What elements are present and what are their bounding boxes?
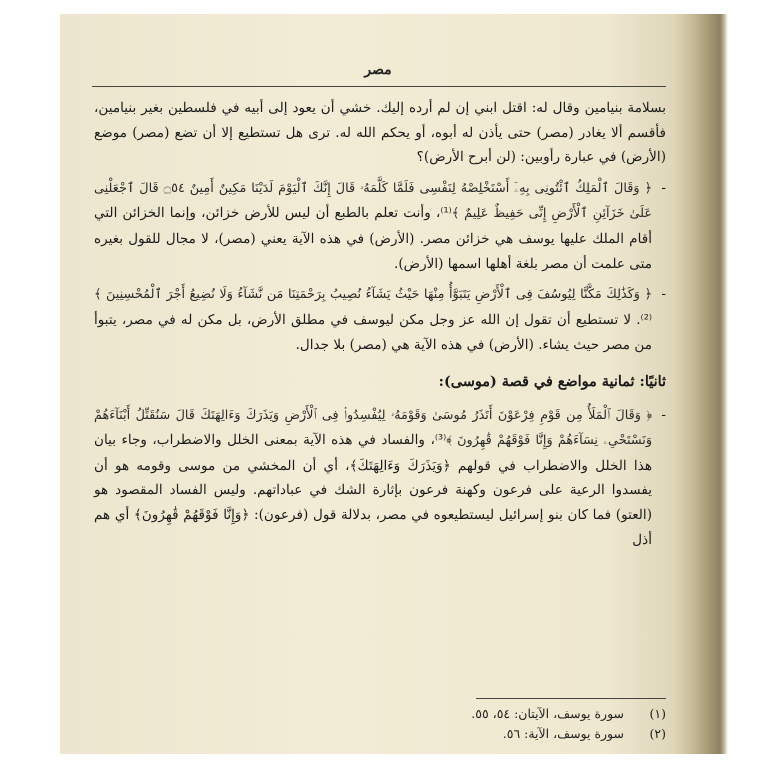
list-dash: - bbox=[661, 179, 666, 196]
gutter-shadow bbox=[720, 14, 728, 754]
book-gutter bbox=[672, 14, 720, 754]
footnote-number: (٢) bbox=[649, 726, 666, 741]
entry-commentary: . لا تستطيع أن تقول إن الله عز وجل مكن ليوسف في مطلق الأرض، بل مكن له في مصر، يتبوأ من مصر حيث يشاء. (الأرض) في هذه الآية هي (مصر) بلا جدال. bbox=[94, 311, 652, 354]
quran-verse: ﴿ وَكَذَٰلِكَ مَكَّنَّا لِيُوسُفَ فِى ٱلْأَرْضِ يَتَبَوَّأُ مِنْهَا حَيْثُ يَشَآءُ نُصِيبُ بِرَحْمَتِنَا مَن نَّشَآءُ وَلَا نُضِيعُ أَجْرَ ٱلْمُحْسِنِينَ ﴾⁽²⁾ bbox=[94, 287, 652, 328]
quran-verse: ﴿ وَقَالَ ٱلْمَلَأُ مِن قَوْمِ فِرْعَوْنَ أَتَذَرُ مُوسَىٰ وَقَوْمَهُۥ لِيُفْسِدُوا۟ فِى ٱلْأَرْضِ وَيَذَرَكَ وَءَالِهَتَكَ قَالَ سَنُقَتِّلُ أَبْنَآءَهُمْ وَنَسْتَحْىِۦ نِسَآءَهُمْ وَإِنَّا فَوْقَهُمْ قَٰهِرُونَ ﴾⁽³⁾ bbox=[94, 407, 652, 449]
quran-entry bbox=[94, 176, 666, 276]
footnote-text: سورة يوسف، الآيتان: ٥٤، ٥٥. bbox=[471, 706, 624, 721]
quran-entry bbox=[94, 282, 666, 358]
list-dash: - bbox=[661, 406, 666, 423]
footnote-number: (١) bbox=[649, 706, 666, 721]
page-body bbox=[94, 96, 666, 558]
entry-commentary: ، وأنت تعلم بالطبع أن ليس للأرض خزائن، وإنما الخزائن التي أقام الملك عليها يوسف هي خزائن مصر. (الأرض) في هذه الآية يعني (مصر)، لا مجال للقول بغيره متى علمت أن مصر بلغة أهلها اسمها (الأرض). bbox=[94, 205, 652, 272]
quran-entry bbox=[94, 403, 666, 553]
paragraph: بسلامة بنيامين وقال له: اقتل ابني إن لم أرده إليك. خشي أن يعود إلى أبيه في فلسطين بغير بنيامين، فأقسم ألا يغادر (مصر) حتى يأذن له أبوه، أو يحكم الله له. ترى هل تستطيع إلا أن تضع (مصر) موضع (الأرض) في عبارة رأوبين: (لن أبرح الأرض)؟ bbox=[94, 100, 666, 166]
section-heading: ثانيًا: ثمانية مواضع في قصة (موسى): bbox=[438, 372, 666, 390]
footnote bbox=[94, 724, 666, 744]
footnote bbox=[94, 704, 666, 724]
running-head: مصر bbox=[364, 62, 392, 78]
footnote-text: سورة يوسف، الآية: ٥٦. bbox=[502, 726, 624, 741]
footnote-separator bbox=[476, 698, 666, 699]
entry-commentary: ، والفساد في هذه الآية بمعنى الخلل والاضطراب، وجاء بيان هذا الخلل والاضطراب في قولهم ﴿وَيَذَرَكَ وَءَالِهَتَكَ﴾، أي أن المخشي من موسى وقومه هو أن يفسدوا الرعية على فرعون وكهنة فرعون بإثارة الشك في عباداتهم. وليس الفساد المقصود هو (العتو) فما كان بنو إسرائيل ليستطيعوه في مصر، بدلالة قول (فرعون): ﴿وَإِنَّا فَوْقَهُمْ قَٰهِرُونَ﴾ أي هم أذل bbox=[94, 432, 652, 548]
list-dash: - bbox=[661, 286, 666, 303]
header-rule bbox=[92, 86, 666, 87]
quran-verse: ﴿ وَقَالَ ٱلْمَلِكُ ٱئْتُونِى بِهِۦٓ أَسْتَخْلِصْهُ لِنَفْسِى فَلَمَّا كَلَّمَهُۥ قَالَ إِنَّكَ ٱلْيَوْمَ لَدَيْنَا مَكِينٌ أَمِينٌ ۝٥٤ قَالَ ٱجْعَلْنِى عَلَىٰ خَزَآئِنِ ٱلْأَرْضِ إِنِّى حَفِيظٌ عَلِيمٌ ﴾⁽¹⁾ bbox=[94, 180, 652, 222]
footnotes bbox=[94, 704, 666, 744]
